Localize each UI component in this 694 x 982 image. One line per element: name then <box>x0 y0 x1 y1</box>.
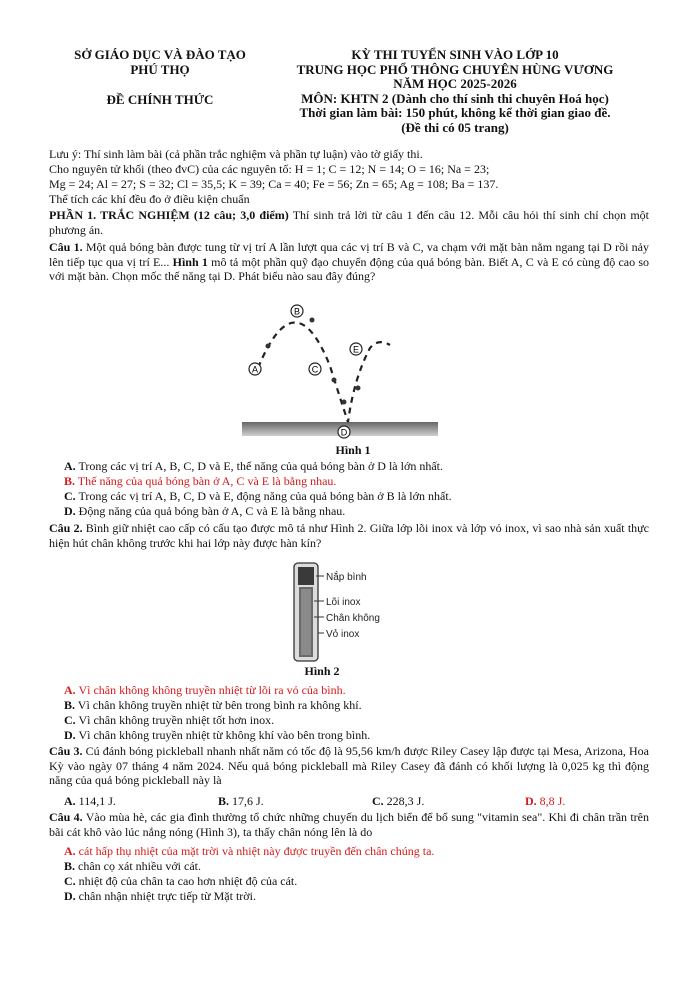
figure-1-trajectory <box>240 298 440 443</box>
question-3 <box>49 744 649 788</box>
q2-option-a-key: A. <box>64 683 76 697</box>
q4-option-a-text: cát hấp thụ nhiệt của mặt trời và nhiệt này được truyền đến chân chúng ta. <box>75 844 435 858</box>
q2-option-b-text: Vì chân không truyền nhiệt từ bên trong bình ra không khí. <box>75 698 362 712</box>
vacuum-layer <box>301 589 311 655</box>
q3-option-a[interactable] <box>64 794 116 809</box>
q1-option-b-text: Thế năng của quả bóng bàn ở A, C và E là bằng nhau. <box>75 474 337 488</box>
q1-option-a[interactable] <box>64 459 443 474</box>
q3-option-c[interactable] <box>372 794 424 809</box>
part1-heading <box>49 208 649 237</box>
q4-option-c[interactable] <box>64 874 297 889</box>
q3-option-a-text: 114,1 J. <box>75 794 116 808</box>
question-1 <box>49 240 649 284</box>
figure-2-thermos <box>292 561 412 665</box>
q1-option-a-text: Trong các vị trí A, B, C, D và E, thế năng của quả bóng bàn ở D là lớn nhất. <box>75 459 443 473</box>
school-name: TRUNG HỌC PHỔ THÔNG CHUYÊN HÙNG VƯƠNG <box>296 61 614 77</box>
q2-option-b[interactable] <box>64 698 362 713</box>
atomic-mass-line-2: Mg = 24; Al = 27; S = 32; Cl = 35,5; K = 39; Ca = 40; Fe = 56; Zn = 65; Ag = 108; Ba = 137. <box>49 177 499 191</box>
pages-line: (Đề thi có 05 trang) <box>401 119 509 135</box>
q4-option-b-key: B. <box>64 859 76 873</box>
q3-option-d-key: D. <box>525 794 537 808</box>
label-shell: Vỏ inox <box>326 629 360 640</box>
point-e-label: E <box>352 344 360 355</box>
q3-option-c-key: C. <box>372 794 384 808</box>
q3-option-b-key: B. <box>218 794 230 808</box>
q1-option-b[interactable] <box>64 474 336 489</box>
q2-option-c-text: Vì chân không truyền nhiệt tốt hơn inox. <box>75 713 275 727</box>
q1-option-c[interactable] <box>64 489 452 504</box>
q2-option-c-key: C. <box>64 713 76 727</box>
q4-option-d[interactable] <box>64 889 256 904</box>
question-4 <box>49 810 649 839</box>
label-vacuum: Chân không <box>326 613 380 624</box>
question-2 <box>49 521 649 550</box>
q2-option-d-text: Vì chân không truyền nhiệt từ không khí vào bên trong bình. <box>75 728 371 742</box>
subject-line: MÔN: KHTN 2 (Dành cho thí sinh thi chuyên Hoá học) <box>301 90 609 106</box>
point-labels <box>249 305 362 438</box>
q1-option-d-text: Động năng của quả bóng bàn ở A, C và E là bằng nhau. <box>75 504 346 518</box>
question-1-figure-ref: Hình 1 <box>172 254 208 269</box>
note-line: Lưu ý: Thí sinh làm bài (cả phần trắc nghiệm và phần tự luận) vào tờ giấy thi. <box>49 147 423 161</box>
figure-2-labels <box>326 570 380 640</box>
q3-option-b-text: 17,6 J. <box>229 794 264 808</box>
q3-option-c-text: 228,3 J. <box>383 794 425 808</box>
q4-option-d-text: chân nhận nhiệt trực tiếp từ Mặt trời. <box>75 889 256 903</box>
q2-option-d-key: D. <box>64 728 76 742</box>
school-year: NĂM HỌC 2025-2026 <box>393 76 517 91</box>
question-2-label: Câu 2. <box>49 521 83 535</box>
figure-2-caption: Hình 2 <box>304 664 340 678</box>
question-3-label: Câu 3. <box>49 744 83 758</box>
ball-markers <box>266 318 361 405</box>
q2-option-a[interactable] <box>64 683 346 698</box>
q2-option-d[interactable] <box>64 728 370 743</box>
gas-condition-note: Thể tích các khí đều đo ở điều kiện chuẩn <box>49 192 250 206</box>
point-c-label: C <box>311 364 319 375</box>
q2-option-c[interactable] <box>64 713 274 728</box>
q1-option-d-key: D. <box>64 504 76 518</box>
header-left <box>60 48 260 108</box>
question-2-text: Bình giữ nhiệt cao cấp có cấu tạo được mô tả như Hình 2. Giữa lớp lõi inox và lớp vỏ inox, vì sao nhà sản xuất thực hiện hút chân không trước khi hai lớp này được hàn kín? <box>49 521 649 550</box>
q2-option-b-key: B. <box>64 698 76 712</box>
q4-option-b-text: chân cọ xát nhiều với cát. <box>75 859 201 873</box>
q1-option-c-text: Trong các vị trí A, B, C, D và E, động năng của quả bóng bàn ở B là lớn nhất. <box>75 489 452 503</box>
header-right <box>270 48 640 135</box>
q3-option-a-key: A. <box>64 794 76 808</box>
question-3-text: Cú đánh bóng pickleball nhanh nhất năm có tốc độ là 95,56 km/h được Riley Casey lập được tại Mesa, Arizona, Hoa Kỳ vào ngày 07 tháng 4 năm 2024. Nếu quả bóng pickleball mà Riley Casey đã đánh có khối lượng là 0,025 kg thì động năng của quả bóng pickleball này là <box>49 744 650 787</box>
province-name: PHÚ THỌ <box>130 61 190 77</box>
q1-option-a-key: A. <box>64 459 76 473</box>
atomic-mass-line-1: Cho nguyên tử khối (theo đvC) của các nguyên tố: H = 1; C = 12; N = 14; O = 16; Na = 23; <box>49 162 490 176</box>
question-1-label: Câu 1. <box>49 240 83 254</box>
part1-instructions: Thí sinh trả lời từ câu 1 đến câu 12. Mỗi câu hỏi thí sinh chỉ chọn một phương án. <box>49 208 650 237</box>
department-name: SỞ GIÁO DỤC VÀ ĐÀO TẠO <box>74 47 246 62</box>
official-exam-label: ĐỀ CHÍNH THỨC <box>106 92 214 107</box>
point-b-label: B <box>293 306 301 317</box>
trajectory-path <box>258 322 390 422</box>
q4-option-c-key: C. <box>64 874 76 888</box>
q4-option-b[interactable] <box>64 859 201 874</box>
bottle-cap <box>298 567 314 585</box>
q3-option-d-text: 8,8 J. <box>536 794 566 808</box>
q4-option-a[interactable] <box>64 844 434 859</box>
part1-title: PHẦN 1. TRẮC NGHIỆM (12 câu; 3,0 điểm) <box>49 208 289 222</box>
label-liner: Lõi inox <box>326 597 361 608</box>
point-a-label: A <box>251 364 259 375</box>
question-4-label: Câu 4. <box>49 810 83 824</box>
q4-option-d-key: D. <box>64 889 76 903</box>
label-cap: Nắp bình <box>326 572 367 583</box>
time-line: Thời gian làm bài: 150 phút, không kể thời gian giao đề. <box>299 105 611 120</box>
q3-option-b[interactable] <box>218 794 264 809</box>
q1-option-b-key: B. <box>64 474 76 488</box>
figure-1-caption: Hình 1 <box>335 443 371 457</box>
question-4-text: Vào mùa hè, các gia đình thường tổ chức những chuyến du lịch biển để bổ sung "vitamin sea". Khi đi chân trần trên bãi cát khô vào lúc nắng nóng (Hình 3), ta thấy chân nóng lên là do <box>49 810 650 839</box>
q3-option-d[interactable] <box>525 794 565 809</box>
question-1-text-a: Một quả bóng bàn được tung từ vị trí A lần lượt qua các vị trí B và C, va chạm với mặt bàn nằm ngang tại D rồi nảy lên tiếp tục qua vị trí E... <box>49 240 650 269</box>
q1-option-d[interactable] <box>64 504 345 519</box>
q4-option-a-key: A. <box>64 844 76 858</box>
point-d-label: D <box>340 427 348 438</box>
q1-option-c-key: C. <box>64 489 76 503</box>
question-1-text-b: mô tả một phần quỹ đạo chuyển động của quả bóng bàn. Biết A, C và E có cùng độ cao so với mặt bàn. Chọn mốc thế năng tại D. Phát biểu nào sau đây đúng? <box>49 254 650 283</box>
exam-title: KỲ THI TUYỂN SINH VÀO LỚP 10 <box>351 47 559 62</box>
q2-option-a-text: Vì chân không không truyền nhiệt từ lõi ra vỏ của bình. <box>75 683 346 697</box>
q4-option-c-text: nhiệt độ của chân ta cao hơn nhiệt độ của cát. <box>75 874 298 888</box>
